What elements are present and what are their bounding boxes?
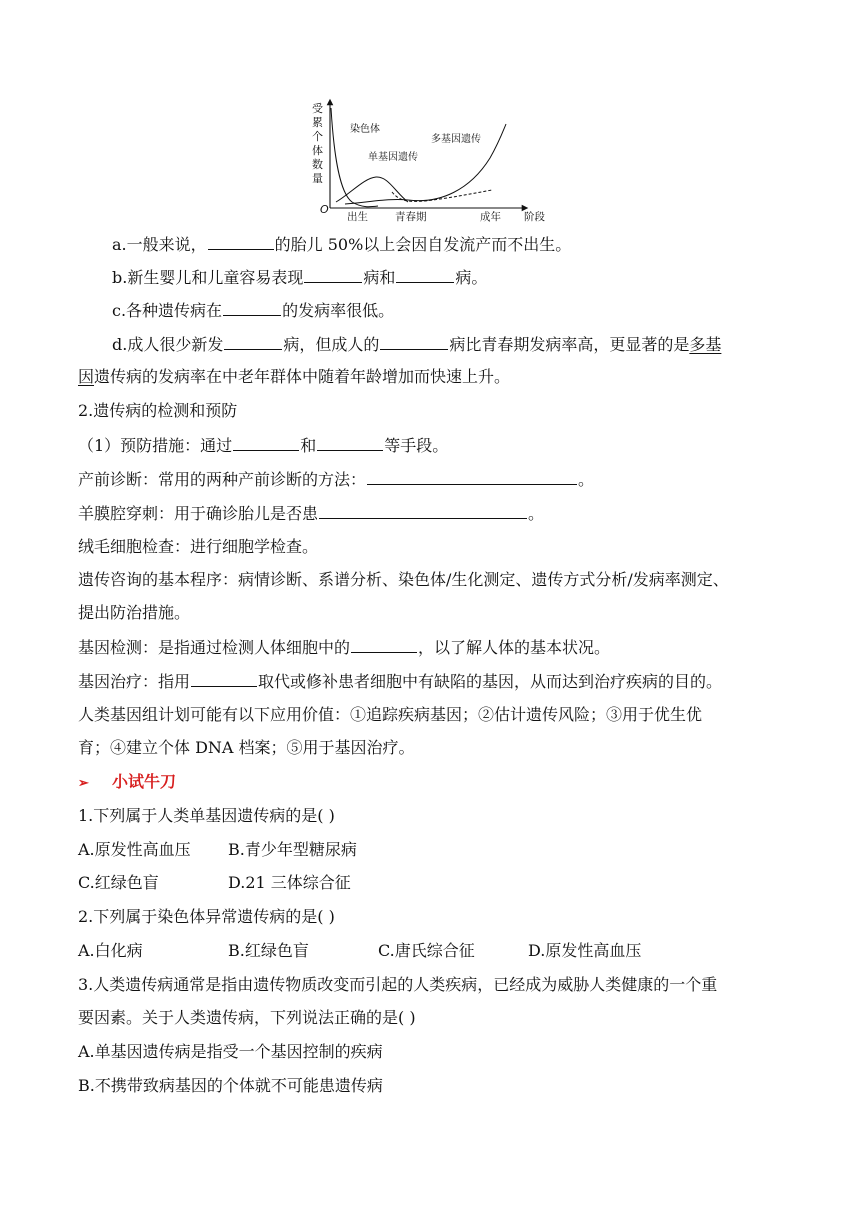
amnio-line bbox=[78, 502, 544, 525]
text: 等手段。 bbox=[384, 436, 449, 455]
hgp-line-1: 人类基因组计划可能有以下应用价值：①追踪疾病基因；②估计遗传风险；③用于优生优 bbox=[78, 705, 703, 724]
text: 羊膜腔穿刺：用于确诊胎儿是否患 bbox=[78, 504, 319, 523]
prenatal-line bbox=[78, 468, 594, 491]
fill-blank[interactable] bbox=[380, 333, 448, 350]
gene-test-line bbox=[78, 636, 610, 659]
text: 遗传病的发病率在中老年群体中随着年龄增加而快速上升。 bbox=[94, 367, 511, 386]
option-c[interactable]: C.唐氏综合征 bbox=[378, 941, 475, 960]
section-title-text: 小试牛刀 bbox=[112, 772, 177, 791]
underlined-text: 因 bbox=[78, 367, 95, 386]
practice-section-title bbox=[78, 771, 176, 795]
curve-label-single-gene: 单基因遗传 bbox=[368, 152, 418, 163]
text: （1）预防措施：通过 bbox=[78, 436, 233, 455]
counsel-line-1: 遗传咨询的基本程序：病情诊断、系谱分析、染色体/生化测定、遗传方式分析/发病率测定、 bbox=[78, 570, 729, 589]
option-b[interactable]: B.青少年型糖尿病 bbox=[228, 840, 357, 859]
x-tick-birth: 出生 bbox=[347, 211, 368, 223]
question-1-options-row-1 bbox=[78, 839, 357, 861]
item-c bbox=[112, 299, 394, 322]
section-2-title: 2.遗传病的检测和预防 bbox=[78, 401, 238, 420]
text: 病。 bbox=[455, 268, 488, 287]
hgp-line-2: 育；④建立个体 DNA 档案；⑤用于基因治疗。 bbox=[78, 738, 415, 757]
arrowhead-bullet-icon: ➢ bbox=[78, 776, 89, 791]
item-d-cont bbox=[78, 366, 510, 388]
text: d.成人很少新发 bbox=[112, 335, 224, 354]
y-label-char: 累 bbox=[312, 116, 323, 129]
text: 的发病率很低。 bbox=[282, 301, 395, 320]
option-d[interactable]: D.21 三体综合征 bbox=[228, 873, 351, 892]
text: 取代或修补患者细胞中有缺陷的基因，从而达到治疗疾病的目的。 bbox=[258, 672, 723, 691]
text: 。 bbox=[578, 470, 595, 489]
underlined-text: 多基 bbox=[689, 335, 722, 354]
question-1-stem: 1.下列属于人类单基因遗传病的是( ) bbox=[78, 806, 335, 825]
x-tick-adult: 成年 bbox=[480, 211, 501, 223]
question-3-option-a[interactable]: A.单基因遗传病是指受一个基因控制的疾病 bbox=[78, 1042, 383, 1061]
question-2-stem: 2.下列属于染色体异常遗传病的是( ) bbox=[78, 907, 335, 926]
fill-blank[interactable] bbox=[319, 502, 527, 519]
item-a bbox=[112, 233, 571, 256]
item-d bbox=[112, 333, 721, 356]
incidence-curves-chart bbox=[300, 98, 560, 223]
fill-blank[interactable] bbox=[396, 266, 454, 283]
text: 基因检测：是指通过检测人体细胞中的 bbox=[78, 638, 351, 657]
text: c.各种遗传病在 bbox=[112, 301, 223, 320]
option-b[interactable]: B.红绿色盲 bbox=[228, 941, 309, 960]
y-label-char: 量 bbox=[312, 172, 323, 185]
item-b bbox=[112, 266, 487, 289]
question-2-options bbox=[78, 940, 778, 962]
text: 的胎儿 50%以上会因自发流产而不出生。 bbox=[274, 235, 572, 254]
text: 产前诊断：常用的两种产前诊断的方法： bbox=[78, 470, 367, 489]
y-label-char: 数 bbox=[312, 158, 323, 171]
text: ，以了解人体的基本状况。 bbox=[418, 638, 611, 657]
fill-blank[interactable] bbox=[317, 434, 383, 451]
fill-blank[interactable] bbox=[191, 670, 257, 687]
x-tick-stage: 阶段 bbox=[524, 211, 545, 223]
text: 。 bbox=[528, 504, 545, 523]
option-a[interactable]: A.白化病 bbox=[78, 941, 143, 960]
fill-blank[interactable] bbox=[224, 333, 282, 350]
genetic-disease-figure bbox=[300, 98, 560, 223]
curve-label-chromosome: 染色体 bbox=[350, 124, 380, 135]
x-tick-puberty: 青春期 bbox=[395, 211, 427, 223]
multi-gene-curve bbox=[345, 124, 506, 204]
option-c[interactable]: C.红绿色盲 bbox=[78, 873, 159, 892]
question-3-stem-1: 3.人类遗传病通常是指由遗传物质改变而引起的人类疾病，已经成为威胁人类健康的一个重 bbox=[78, 975, 718, 994]
text: 病比青春期发病率高，更显著的是 bbox=[449, 335, 690, 354]
gene-therapy-line bbox=[78, 670, 722, 693]
single-gene-curve bbox=[336, 177, 408, 202]
text: a.一般来说， bbox=[112, 235, 207, 254]
y-label-char: 受 bbox=[312, 102, 323, 115]
text: b.新生婴儿和儿童容易表现 bbox=[112, 268, 304, 287]
fill-blank[interactable] bbox=[223, 299, 281, 316]
origin-label: O bbox=[320, 203, 329, 216]
y-label-char: 个 bbox=[312, 130, 323, 143]
fill-blank[interactable] bbox=[367, 468, 577, 485]
text: 病和 bbox=[363, 268, 396, 287]
question-1-options-row-2 bbox=[78, 872, 351, 894]
option-d[interactable]: D.原发性高血压 bbox=[528, 941, 642, 960]
counsel-line-2: 提出防治措施。 bbox=[78, 603, 191, 622]
fill-blank[interactable] bbox=[208, 233, 274, 250]
prevention-line bbox=[78, 434, 448, 457]
option-a[interactable]: A.原发性高血压 bbox=[78, 840, 191, 859]
y-label-char: 体 bbox=[312, 144, 323, 157]
question-3-stem-2: 要因素。关于人类遗传病，下列说法正确的是( ) bbox=[78, 1008, 416, 1027]
text: 病，但成人的 bbox=[283, 335, 380, 354]
text: 和 bbox=[300, 436, 317, 455]
fill-blank[interactable] bbox=[304, 266, 362, 283]
chorion-line: 绒毛细胞检查：进行细胞学检查。 bbox=[78, 537, 319, 556]
text: 基因治疗：指用 bbox=[78, 672, 191, 691]
curve-label-multi-gene: 多基因遗传 bbox=[431, 134, 481, 145]
question-3-option-b[interactable]: B.不携带致病基因的个体就不可能患遗传病 bbox=[78, 1076, 383, 1095]
fill-blank[interactable] bbox=[233, 434, 299, 451]
fill-blank[interactable] bbox=[351, 636, 417, 653]
